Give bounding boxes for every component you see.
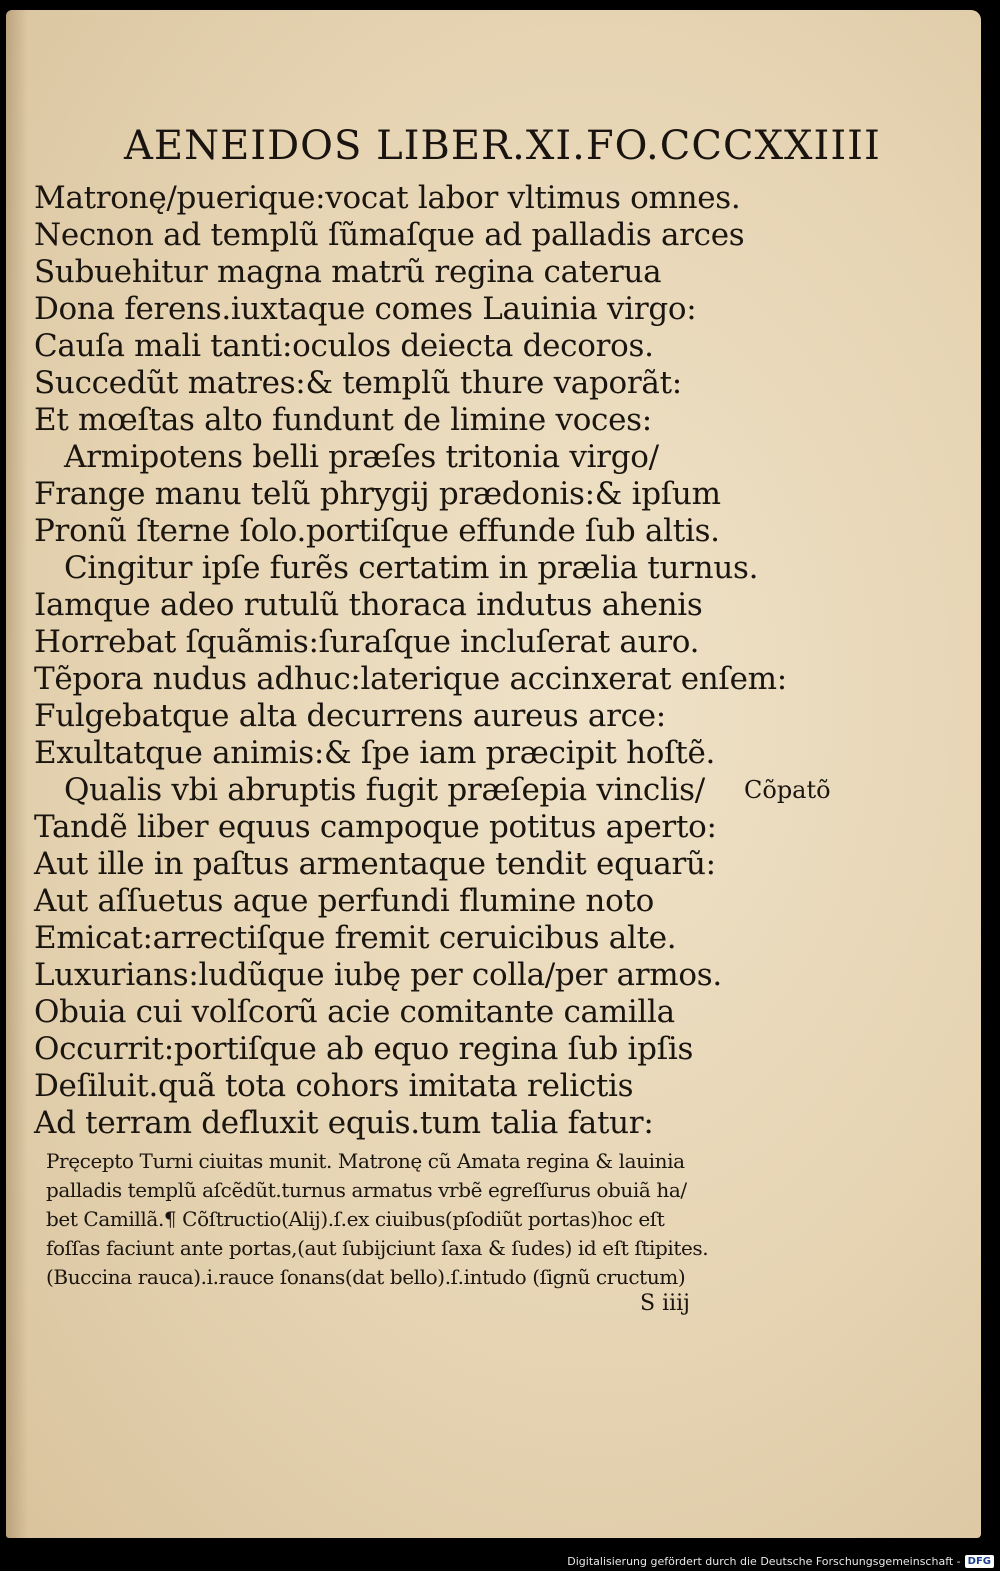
verse-line: Tandẽ liber equus campoque potitus aperto: [34, 809, 717, 845]
verse-line: Aut aſſuetus aque perfundi flumine noto [34, 883, 654, 919]
commentary-line: foſſas faciunt ante portas,(aut ſubijciunt ſaxa & ſudes) id eſt ſtipites. [46, 1236, 709, 1260]
verse-line: Tẽpora nudus adhuc:laterique accinxerat enſem: [34, 661, 787, 697]
verse-line: Ad terram defluxit equis.tum talia fatur: [34, 1105, 654, 1141]
verse-line: Necnon ad templũ ſũmaſque ad palladis arces [34, 217, 745, 253]
verse-line: Et mœſtas alto fundunt de limine voces: [34, 402, 652, 438]
verse-line: Dona ferens.iuxtaque comes Lauinia virgo: [34, 291, 697, 327]
signature-mark: S iiij [640, 1291, 690, 1316]
dfg-logo-icon: DFG [965, 1555, 994, 1568]
verse-line: Fulgebatque alta decurrens aureus arce: [34, 698, 666, 734]
running-title: AENEIDOS LIBER.XI.FO.CCCXXIIII [124, 123, 881, 169]
verse-line: Pronũ ſterne ſolo.portiſque effunde ſub altis. [34, 513, 720, 549]
verse-line: Emicat:arrectiſque fremit ceruicibus alte. [34, 920, 677, 956]
credit-text: Digitalisierung gefördert durch die Deutsche Forschungsgemeinschaft - [567, 1555, 961, 1568]
verse-line: Matronę/puerique:vocat labor vltimus omnes. [34, 180, 741, 216]
commentary-line: (Buccina rauca).i.rauce ſonans(dat bello).ſ.intudo (ſignũ cructum) [46, 1265, 686, 1289]
verse-line: Succedũt matres:& templũ thure vaporãt: [34, 365, 682, 401]
book-page [6, 10, 981, 1538]
commentary-line: Pręcepto Turni ciuitas munit. Matronę cũ Amata regina & lauinia [46, 1149, 685, 1173]
verse-line: Deſiluit.quã tota cohors imitata relictis [34, 1068, 634, 1104]
verse-line: Luxurians:ludũque iubę per colla/per armos. [34, 957, 722, 993]
verse-line: Cauſa mali tanti:oculos deiecta decoros. [34, 328, 654, 364]
verse-line: Occurrit:portiſque ab equo regina ſub ipſis [34, 1031, 694, 1067]
verse-line: Armipotens belli præſes tritonia virgo/ [64, 439, 659, 475]
verse-line: Subuehitur magna matrũ regina caterua [34, 254, 662, 290]
verse-line: Iamque adeo rutulũ thoraca indutus ahenis [34, 587, 703, 623]
verse-line: Horrebat ſquãmis:ſuraſque incluſerat auro. [34, 624, 700, 660]
verse-line: Exultatque animis:& ſpe iam præcipit hoſtẽ. [34, 735, 716, 771]
verse-line: Frange manu telũ phrygij prædonis:& ipſum [34, 476, 721, 512]
verse-line: Cingitur ipſe furẽs certatim in prælia turnus. [64, 550, 759, 586]
verse-line: Obuia cui volſcorũ acie comitante camilla [34, 994, 675, 1030]
verse-line: Qualis vbi abruptis fugit præſepia vinclis/ [64, 772, 705, 808]
verse-line: Aut ille in paſtus armentaque tendit equarũ: [34, 846, 716, 882]
commentary-line: bet Camillã.¶ Cõſtructio(Alij).ſ.ex ciuibus(pſodiũt portas)hoc eſt [46, 1207, 665, 1231]
margin-note: Cõpatõ [744, 776, 831, 804]
digitization-credit [567, 1555, 994, 1568]
commentary-line: palladis templũ aſcẽdũt.turnus armatus vrbẽ egreſſurus obuiã ha/ [46, 1178, 687, 1202]
